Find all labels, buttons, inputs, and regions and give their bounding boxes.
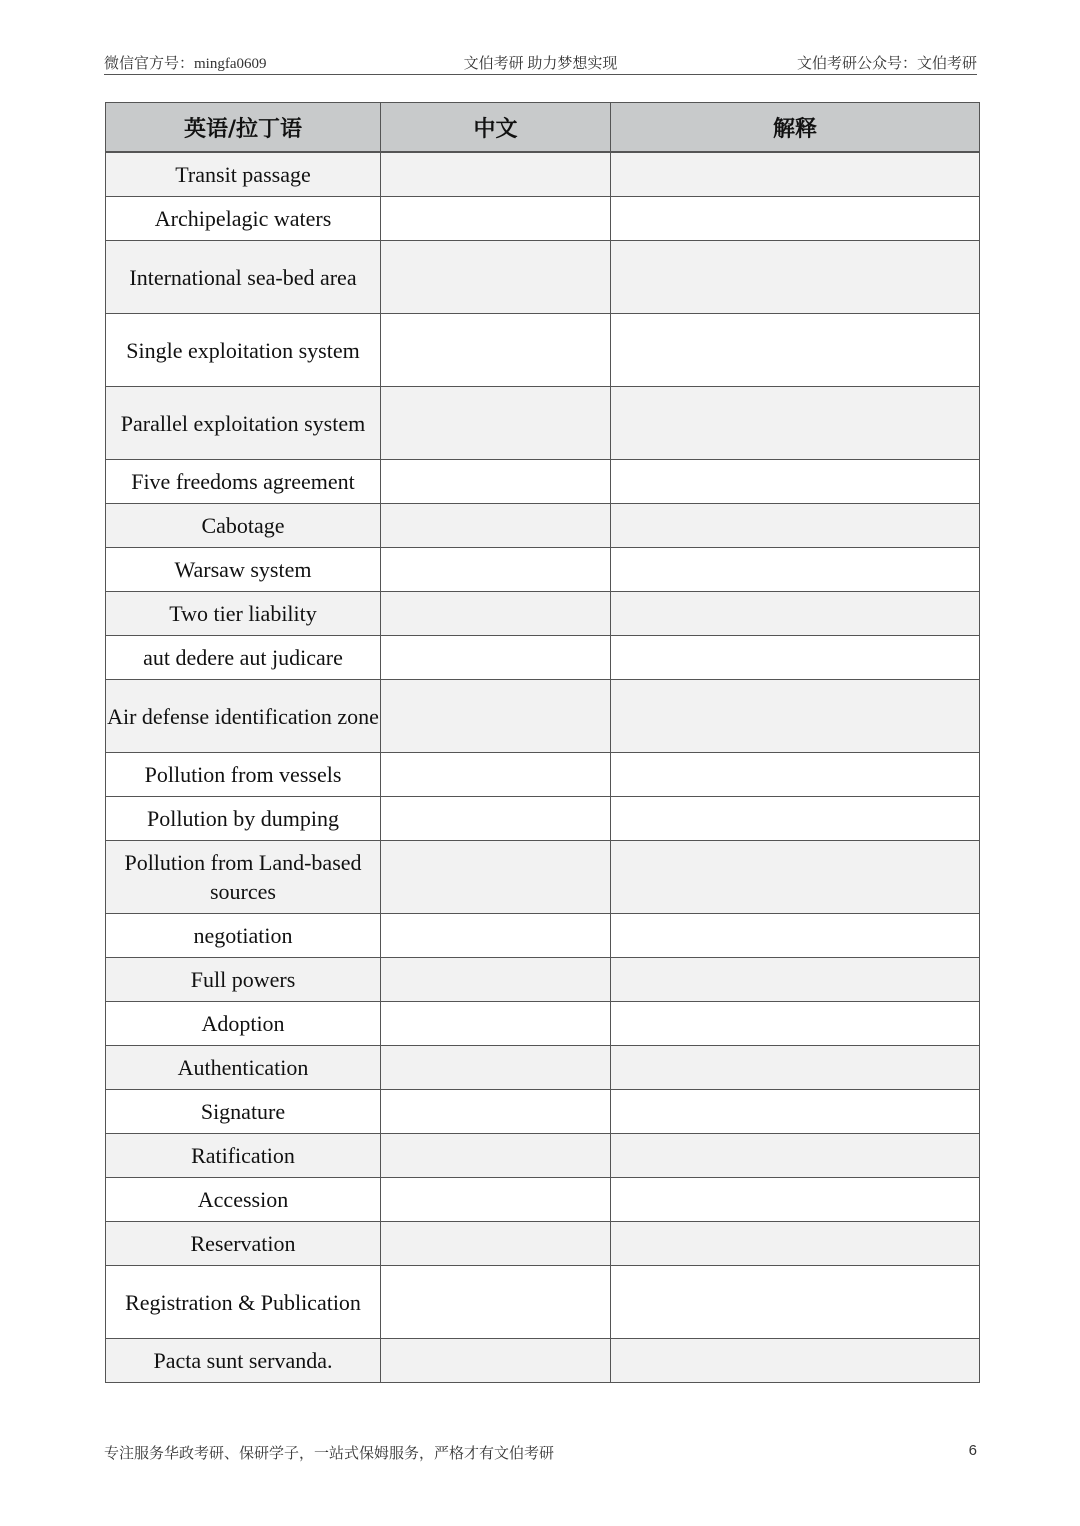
column-header-english-latin: 英语/拉丁语 [106,103,381,153]
explanation-cell [611,914,980,958]
explanation-cell [611,958,980,1002]
explanation-cell [611,241,980,314]
term-cell: negotiation [106,914,381,958]
chinese-cell [381,841,611,914]
term-cell: Pollution from vessels [106,753,381,797]
table-row [106,1178,980,1222]
table-row [106,914,980,958]
term-cell: Five freedoms agreement [106,460,381,504]
term-cell: Pollution from Land-based sources [106,841,381,914]
table-row [106,1222,980,1266]
chinese-cell [381,241,611,314]
explanation-cell [611,1339,980,1383]
page-footer [104,1442,977,1466]
explanation-cell [611,314,980,387]
chinese-cell [381,636,611,680]
chinese-cell [381,1002,611,1046]
term-cell: Adoption [106,1002,381,1046]
term-cell: Archipelagic waters [106,197,381,241]
chinese-cell [381,1046,611,1090]
chinese-cell [381,797,611,841]
term-cell: International sea-bed area [106,241,381,314]
term-cell: Accession [106,1178,381,1222]
table-row [106,504,980,548]
table-row [106,1266,980,1339]
table-row [106,797,980,841]
term-cell: Signature [106,1090,381,1134]
explanation-cell [611,1178,980,1222]
terms-table [105,102,980,1383]
page-number: 6 [968,1442,977,1459]
term-cell: Ratification [106,1134,381,1178]
term-cell: Authentication [106,1046,381,1090]
chinese-cell [381,680,611,753]
footer-slogan: 专注服务华政考研、保研学子，一站式保姆服务，严格才有文伯考研 [104,1446,555,1462]
chinese-cell [381,592,611,636]
chinese-cell [381,753,611,797]
header-public-account: 文伯考研公众号：文伯考研 [796,56,977,72]
table-row [106,1134,980,1178]
table-row [106,241,980,314]
explanation-cell [611,1002,980,1046]
chinese-cell [381,1339,611,1383]
chinese-cell [381,548,611,592]
table-row [106,460,980,504]
table-row [106,958,980,1002]
table-row [106,1090,980,1134]
table-header-row [106,103,980,153]
term-cell: Parallel exploitation system [106,387,381,460]
page-header [104,50,977,75]
explanation-cell [611,636,980,680]
chinese-cell [381,1178,611,1222]
chinese-cell [381,1090,611,1134]
term-cell: Single exploitation system [106,314,381,387]
column-header-chinese: 中文 [381,103,611,153]
table-row [106,841,980,914]
table-row [106,1002,980,1046]
table-row [106,680,980,753]
chinese-cell [381,387,611,460]
explanation-cell [611,1222,980,1266]
column-header-explanation: 解释 [611,103,980,153]
table-row [106,753,980,797]
table-row [106,548,980,592]
explanation-cell [611,680,980,753]
table-row [106,592,980,636]
explanation-cell [611,504,980,548]
explanation-cell [611,592,980,636]
chinese-cell [381,914,611,958]
chinese-cell [381,1222,611,1266]
chinese-cell [381,1134,611,1178]
chinese-cell [381,314,611,387]
term-cell: Transit passage [106,152,381,197]
explanation-cell [611,197,980,241]
explanation-cell [611,152,980,197]
chinese-cell [381,1266,611,1339]
explanation-cell [611,841,980,914]
explanation-cell [611,1266,980,1339]
chinese-cell [381,152,611,197]
term-cell: Reservation [106,1222,381,1266]
chinese-cell [381,504,611,548]
table-row [106,1339,980,1383]
term-cell: Cabotage [106,504,381,548]
header-slogan: 文伯考研 助力梦想实现 [463,56,618,72]
chinese-cell [381,460,611,504]
explanation-cell [611,460,980,504]
table-row [106,1046,980,1090]
table-row [106,152,980,197]
term-cell: Pacta sunt servanda. [106,1339,381,1383]
explanation-cell [611,548,980,592]
explanation-cell [611,753,980,797]
term-cell: Registration & Publication [106,1266,381,1339]
term-cell: Full powers [106,958,381,1002]
explanation-cell [611,1046,980,1090]
term-cell: Two tier liability [106,592,381,636]
term-cell: aut dedere aut judicare [106,636,381,680]
header-wechat-id: 微信官方号：mingfa0609 [104,56,267,72]
explanation-cell [611,1134,980,1178]
table-row [106,387,980,460]
term-cell: Pollution by dumping [106,797,381,841]
chinese-cell [381,958,611,1002]
table-row [106,636,980,680]
chinese-cell [381,197,611,241]
term-cell: Air defense identification zone [106,680,381,753]
table-row [106,314,980,387]
explanation-cell [611,1090,980,1134]
explanation-cell [611,797,980,841]
table-row [106,197,980,241]
term-cell: Warsaw system [106,548,381,592]
explanation-cell [611,387,980,460]
